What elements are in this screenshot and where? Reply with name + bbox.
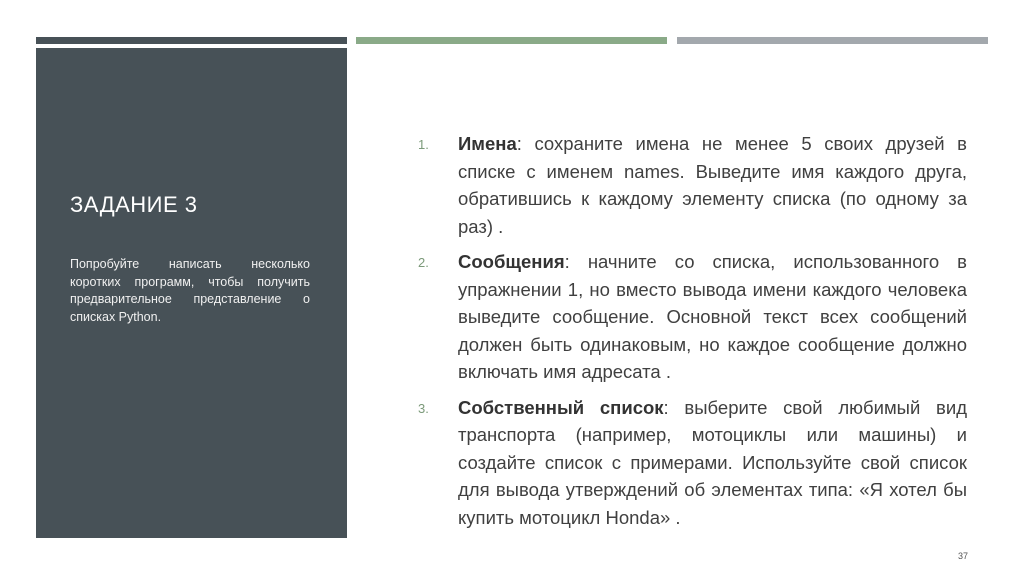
item-term: Сообщения (458, 251, 565, 272)
item-number: 2. (418, 255, 429, 270)
list-item (412, 394, 967, 532)
item-term: Собственный список (458, 396, 664, 418)
item-text: : выберите свой любимый вид транспорта (например, мотоциклы или машины) и создайте список с примерами. Используйте свой список для вывода утверждений об элементах типа: «Я хотел бы купить мотоцикл Honda» . (458, 396, 967, 528)
accent-bar-gray (677, 37, 988, 44)
item-number: 3. (418, 400, 429, 416)
page-number: 37 (958, 551, 969, 561)
item-text: : сохраните имена не менее 5 своих друзей в списке с именем names. Выведите имя каждого друга, обратившись к каждому элементу списка (по одному за раз) . (458, 133, 967, 237)
accent-bar-green (356, 37, 667, 44)
item-term: Имена (458, 133, 517, 154)
slide-title: ЗАДАНИЕ 3 (70, 192, 198, 217)
title-panel (36, 48, 347, 538)
list-item (412, 248, 967, 386)
item-number: 1. (418, 137, 429, 152)
slide-subtitle: Попробуйте написать несколько коротких программ, чтобы получить предварительное представление о списках Python. (70, 257, 310, 324)
item-text: : начните со списка, использованного в упражнении 1, но вместо вывода имени каждого человека выведите сообщение. Основной текст всех сообщений должен быть одинаковым, но каждое сообщение должно включать имя адресата . (458, 251, 967, 382)
accent-bar-dark (36, 37, 347, 44)
list-item (412, 130, 967, 240)
task-list (412, 130, 967, 539)
